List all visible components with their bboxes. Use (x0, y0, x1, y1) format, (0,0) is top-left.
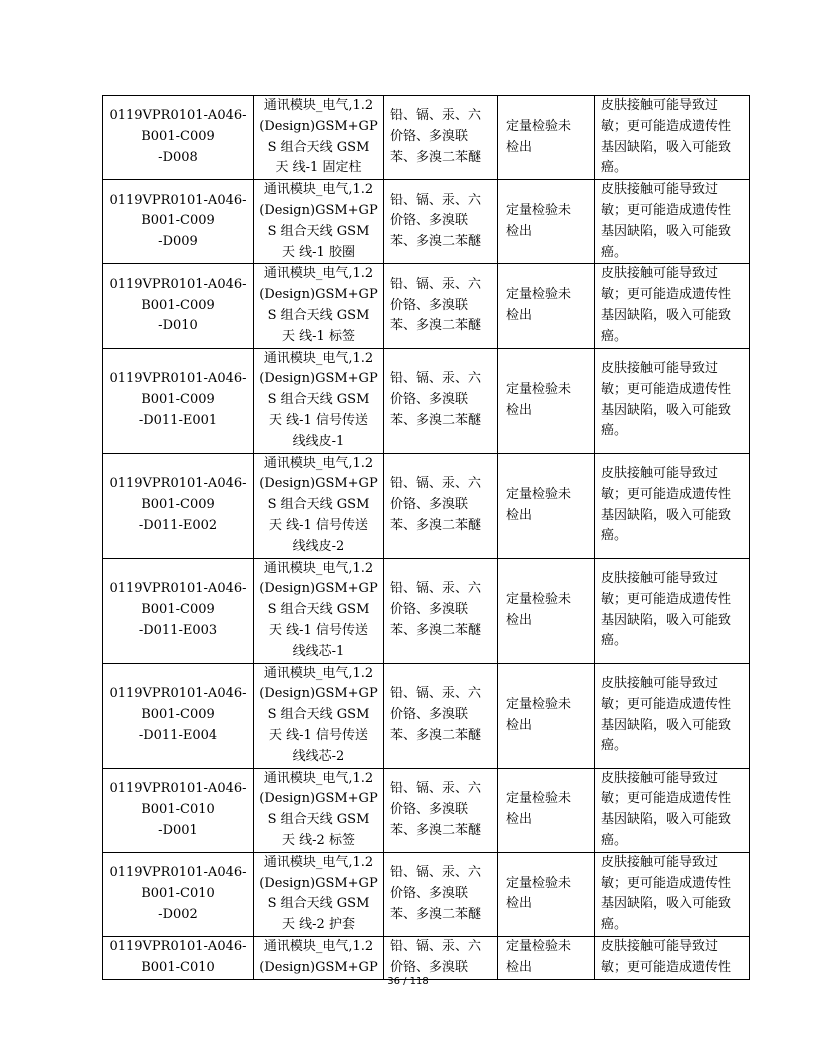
test-result-line: 定量检验未 (506, 791, 572, 807)
test-result-line: 检出 (506, 959, 533, 975)
part-code-cell (103, 852, 254, 936)
table-row (103, 348, 750, 453)
part-name-cell (254, 936, 384, 979)
health-effect-line: 基因缺陷，吸入可能致 (601, 223, 732, 239)
health-effect-line: 基因缺陷，吸入可能致 (601, 717, 732, 733)
part-code-line: 0119VPR0101-A046- (109, 276, 247, 292)
page-number: 36 / 118 (387, 976, 429, 987)
part-name-line: 天 线-1 信号传送 (269, 517, 368, 533)
substances-cell (384, 852, 498, 936)
health-effect-line: 敏；更可能造成遗传性 (601, 287, 732, 303)
health-effect-line: 敏；更可能造成遗传性 (601, 875, 732, 891)
table-row (103, 96, 750, 180)
part-name-line: 线线芯-1 (292, 643, 345, 659)
substances-cell (384, 348, 498, 453)
table-row (103, 768, 750, 852)
part-code-line: -D011-E003 (138, 622, 218, 638)
substances-line: 价铬、多溴联 (390, 497, 469, 513)
table-body (103, 96, 750, 980)
health-effect-cell (595, 936, 750, 979)
substances-line: 铅、镉、汞、六 (390, 686, 482, 702)
part-name-line: 天 线-1 信号传送 (269, 622, 368, 638)
table-row (103, 180, 750, 264)
substances-line: 价铬、多溴联 (390, 129, 469, 145)
health-effect-line: 癌。 (601, 633, 628, 649)
test-result-line: 检出 (506, 612, 533, 628)
part-code-line: 0119VPR0101-A046- (109, 371, 247, 387)
part-code-line: 0119VPR0101-A046- (109, 865, 247, 881)
part-name-line: 通讯模块_电气,1.2 (263, 455, 374, 471)
part-name-line: 通讯模块_电气,1.2 (263, 266, 374, 282)
part-code-line: 0119VPR0101-A046- (109, 108, 247, 124)
health-effect-cell (595, 558, 750, 663)
part-code-line: 0119VPR0101-A046- (109, 938, 247, 954)
part-code-line: B001-C009 (141, 129, 215, 145)
health-effect-cell (595, 852, 750, 936)
part-code-cell (103, 348, 254, 453)
substances-cell (384, 558, 498, 663)
substances-line: 铅、镉、汞、六 (390, 938, 482, 954)
part-name-line: S 组合天线 GSM (267, 812, 370, 828)
health-effect-line: 癌。 (601, 832, 628, 848)
part-code-line: -D008 (158, 149, 198, 165)
health-effect-line: 敏；更可能造成遗传性 (601, 486, 732, 502)
part-name-cell (254, 852, 384, 936)
health-effect-cell (595, 348, 750, 453)
substances-cell (384, 768, 498, 852)
test-result-line: 检出 (506, 896, 533, 912)
part-name-line: 通讯模块_电气,1.2 (263, 770, 374, 786)
part-name-line: 天 线-1 信号传送 (269, 727, 368, 743)
part-name-line: (Design)GSM+GP (259, 118, 378, 134)
health-effect-line: 基因缺陷，吸入可能致 (601, 307, 732, 323)
health-effect-line: 皮肤接触可能导致过 (601, 360, 719, 376)
test-result-cell (498, 852, 595, 936)
health-effect-line: 癌。 (601, 328, 628, 344)
test-result-cell (498, 558, 595, 663)
part-name-line: 通讯模块_电气,1.2 (263, 182, 374, 198)
part-code-cell (103, 936, 254, 979)
part-name-line: (Design)GSM+GP (259, 686, 378, 702)
health-effect-line: 基因缺陷，吸入可能致 (601, 612, 732, 628)
test-result-cell (498, 663, 595, 768)
part-name-line: (Design)GSM+GP (259, 202, 378, 218)
substances-cell (384, 663, 498, 768)
substances-line: 苯、多溴二苯醚 (390, 149, 482, 165)
health-effect-line: 敏；更可能造成遗传性 (601, 118, 732, 134)
substances-line: 价铬、多溴联 (390, 707, 469, 723)
health-effect-line: 敏；更可能造成遗传性 (601, 791, 732, 807)
part-name-cell (254, 180, 384, 264)
part-code-line: -D010 (158, 318, 198, 334)
part-code-line: B001-C010 (141, 801, 215, 817)
substances-line: 价铬、多溴联 (390, 602, 469, 618)
substances-cell (384, 180, 498, 264)
test-result-line: 检出 (506, 812, 533, 828)
table-row (103, 558, 750, 663)
part-name-cell (254, 96, 384, 180)
test-result-line: 定量检验未 (506, 381, 572, 397)
part-code-line: 0119VPR0101-A046- (109, 780, 247, 796)
substance-table (102, 95, 750, 980)
part-name-line: (Design)GSM+GP (259, 791, 378, 807)
part-code-cell (103, 558, 254, 663)
part-code-line: B001-C010 (141, 959, 215, 975)
test-result-cell (498, 96, 595, 180)
part-name-line: S 组合天线 GSM (267, 139, 370, 155)
table-row (103, 936, 750, 979)
health-effect-line: 皮肤接触可能导致过 (601, 570, 719, 586)
part-name-line: S 组合天线 GSM (267, 392, 370, 408)
part-name-line: S 组合天线 GSM (267, 896, 370, 912)
health-effect-line: 癌。 (601, 423, 628, 439)
part-name-line: 通讯模块_电气,1.2 (263, 938, 374, 954)
health-effect-cell (595, 453, 750, 558)
substances-line: 铅、镉、汞、六 (390, 581, 482, 597)
part-code-cell (103, 663, 254, 768)
test-result-cell (498, 936, 595, 979)
part-name-line: (Design)GSM+GP (259, 875, 378, 891)
substances-line: 苯、多溴二苯醚 (390, 234, 482, 250)
part-name-cell (254, 558, 384, 663)
test-result-line: 定量检验未 (506, 118, 572, 134)
part-name-line: (Design)GSM+GP (259, 287, 378, 303)
substances-line: 价铬、多溴联 (390, 959, 469, 975)
substances-line: 苯、多溴二苯醚 (390, 906, 482, 922)
health-effect-line: 基因缺陷，吸入可能致 (601, 896, 732, 912)
part-code-line: 0119VPR0101-A046- (109, 192, 247, 208)
test-result-cell (498, 264, 595, 348)
part-code-line: B001-C009 (141, 392, 215, 408)
test-result-line: 定量检验未 (506, 486, 572, 502)
part-name-line: (Design)GSM+GP (259, 476, 378, 492)
part-code-line: 0119VPR0101-A046- (109, 476, 247, 492)
test-result-line: 定量检验未 (506, 287, 572, 303)
health-effect-line: 癌。 (601, 917, 628, 933)
test-result-line: 定量检验未 (506, 875, 572, 891)
health-effect-line: 皮肤接触可能导致过 (601, 266, 719, 282)
substances-line: 铅、镉、汞、六 (390, 276, 482, 292)
health-effect-line: 皮肤接触可能导致过 (601, 770, 719, 786)
table-row (103, 453, 750, 558)
part-code-line: B001-C009 (141, 497, 215, 513)
test-result-cell (498, 453, 595, 558)
part-code-cell (103, 180, 254, 264)
part-code-cell (103, 96, 254, 180)
part-name-line: S 组合天线 GSM (267, 707, 370, 723)
part-code-line: 0119VPR0101-A046- (109, 686, 247, 702)
part-code-line: -D002 (158, 906, 198, 922)
test-result-cell (498, 180, 595, 264)
part-name-line: (Design)GSM+GP (259, 371, 378, 387)
substances-line: 价铬、多溴联 (390, 801, 469, 817)
substances-line: 价铬、多溴联 (390, 213, 469, 229)
health-effect-cell (595, 180, 750, 264)
health-effect-line: 癌。 (601, 738, 628, 754)
health-effect-line: 基因缺陷，吸入可能致 (601, 402, 732, 418)
part-name-line: 线线皮-1 (292, 433, 345, 449)
part-name-line: 天 线-1 胶圈 (282, 244, 355, 260)
substances-cell (384, 264, 498, 348)
health-effect-line: 癌。 (601, 244, 628, 260)
part-name-cell (254, 264, 384, 348)
part-name-cell (254, 663, 384, 768)
part-code-line: B001-C009 (141, 213, 215, 229)
health-effect-cell (595, 768, 750, 852)
test-result-line: 定量检验未 (506, 202, 572, 218)
health-effect-line: 敏；更可能造成遗传性 (601, 696, 732, 712)
health-effect-line: 皮肤接触可能导致过 (601, 675, 719, 691)
part-code-line: B001-C010 (141, 885, 215, 901)
test-result-line: 定量检验未 (506, 938, 572, 954)
part-code-line: B001-C009 (141, 297, 215, 313)
part-code-line: B001-C009 (141, 707, 215, 723)
substances-line: 价铬、多溴联 (390, 297, 469, 313)
health-effect-line: 基因缺陷，吸入可能致 (601, 812, 732, 828)
health-effect-line: 皮肤接触可能导致过 (601, 98, 719, 113)
part-name-line: S 组合天线 GSM (267, 602, 370, 618)
substances-line: 铅、镉、汞、六 (390, 371, 482, 387)
part-name-line: S 组合天线 GSM (267, 223, 370, 239)
substances-line: 苯、多溴二苯醚 (390, 412, 482, 428)
substances-line: 苯、多溴二苯醚 (390, 622, 482, 638)
part-name-cell (254, 348, 384, 453)
part-code-cell (103, 768, 254, 852)
substances-line: 铅、镉、汞、六 (390, 865, 482, 881)
substances-cell (384, 453, 498, 558)
table-row (103, 264, 750, 348)
part-code-cell (103, 264, 254, 348)
part-name-line: (Design)GSM+GP (259, 959, 378, 975)
part-code-line: 0119VPR0101-A046- (109, 581, 247, 597)
part-name-line: S 组合天线 GSM (267, 307, 370, 323)
part-code-cell (103, 453, 254, 558)
health-effect-line: 癌。 (601, 160, 628, 176)
health-effect-line: 皮肤接触可能导致过 (601, 938, 719, 954)
part-name-line: 通讯模块_电气,1.2 (263, 560, 374, 576)
test-result-cell (498, 768, 595, 852)
part-name-line: 天 线-2 标签 (282, 832, 355, 848)
test-result-line: 检出 (506, 307, 533, 323)
part-code-line: -D001 (158, 822, 198, 838)
test-result-line: 定量检验未 (506, 696, 572, 712)
substances-line: 铅、镉、汞、六 (390, 780, 482, 796)
table-row (103, 663, 750, 768)
health-effect-cell (595, 264, 750, 348)
part-name-line: 通讯模块_电气,1.2 (263, 665, 374, 681)
test-result-line: 检出 (506, 402, 533, 418)
substances-cell (384, 96, 498, 180)
part-name-line: (Design)GSM+GP (259, 581, 378, 597)
substances-line: 价铬、多溴联 (390, 392, 469, 408)
part-name-line: 线线芯-2 (292, 748, 345, 764)
part-name-line: 天 线-1 信号传送 (269, 412, 368, 428)
part-name-line: 通讯模块_电气,1.2 (263, 350, 374, 366)
substances-line: 铅、镉、汞、六 (390, 476, 482, 492)
part-code-line: -D011-E002 (138, 517, 218, 533)
part-name-line: 通讯模块_电气,1.2 (263, 98, 374, 113)
test-result-line: 检出 (506, 507, 533, 523)
health-effect-line: 皮肤接触可能导致过 (601, 465, 719, 481)
substances-line: 苯、多溴二苯醚 (390, 822, 482, 838)
substances-line: 苯、多溴二苯醚 (390, 318, 482, 334)
part-name-line: 天 线-1 固定柱 (275, 160, 362, 176)
part-name-cell (254, 768, 384, 852)
health-effect-line: 皮肤接触可能导致过 (601, 182, 719, 198)
substances-line: 苯、多溴二苯醚 (390, 727, 482, 743)
part-name-line: 线线皮-2 (292, 538, 345, 554)
substances-line: 苯、多溴二苯醚 (390, 517, 482, 533)
health-effect-line: 癌。 (601, 528, 628, 544)
health-effect-cell (595, 663, 750, 768)
test-result-line: 检出 (506, 223, 533, 239)
health-effect-line: 基因缺陷，吸入可能致 (601, 139, 732, 155)
part-name-cell (254, 453, 384, 558)
part-code-line: B001-C009 (141, 602, 215, 618)
substances-cell (384, 936, 498, 979)
part-name-line: 天 线-2 护套 (282, 917, 355, 933)
part-name-line: 天 线-1 标签 (282, 328, 355, 344)
part-code-line: -D011-E001 (138, 412, 218, 428)
health-effect-line: 敏；更可能造成遗传性 (601, 381, 732, 397)
test-result-cell (498, 348, 595, 453)
health-effect-cell (595, 96, 750, 180)
table-row (103, 852, 750, 936)
substances-line: 铅、镉、汞、六 (390, 108, 482, 124)
test-result-line: 检出 (506, 717, 533, 733)
part-name-line: S 组合天线 GSM (267, 497, 370, 513)
test-result-line: 检出 (506, 139, 533, 155)
health-effect-line: 敏；更可能造成遗传性 (601, 202, 732, 218)
part-code-line: -D011-E004 (138, 727, 218, 743)
health-effect-line: 基因缺陷，吸入可能致 (601, 507, 732, 523)
test-result-line: 定量检验未 (506, 591, 572, 607)
health-effect-line: 皮肤接触可能导致过 (601, 854, 719, 870)
substances-line: 铅、镉、汞、六 (390, 192, 482, 208)
health-effect-line: 敏；更可能造成遗传性 (601, 959, 732, 975)
substances-line: 价铬、多溴联 (390, 885, 469, 901)
health-effect-line: 敏；更可能造成遗传性 (601, 591, 732, 607)
part-code-line: -D009 (158, 234, 198, 250)
part-name-line: 通讯模块_电气,1.2 (263, 854, 374, 870)
